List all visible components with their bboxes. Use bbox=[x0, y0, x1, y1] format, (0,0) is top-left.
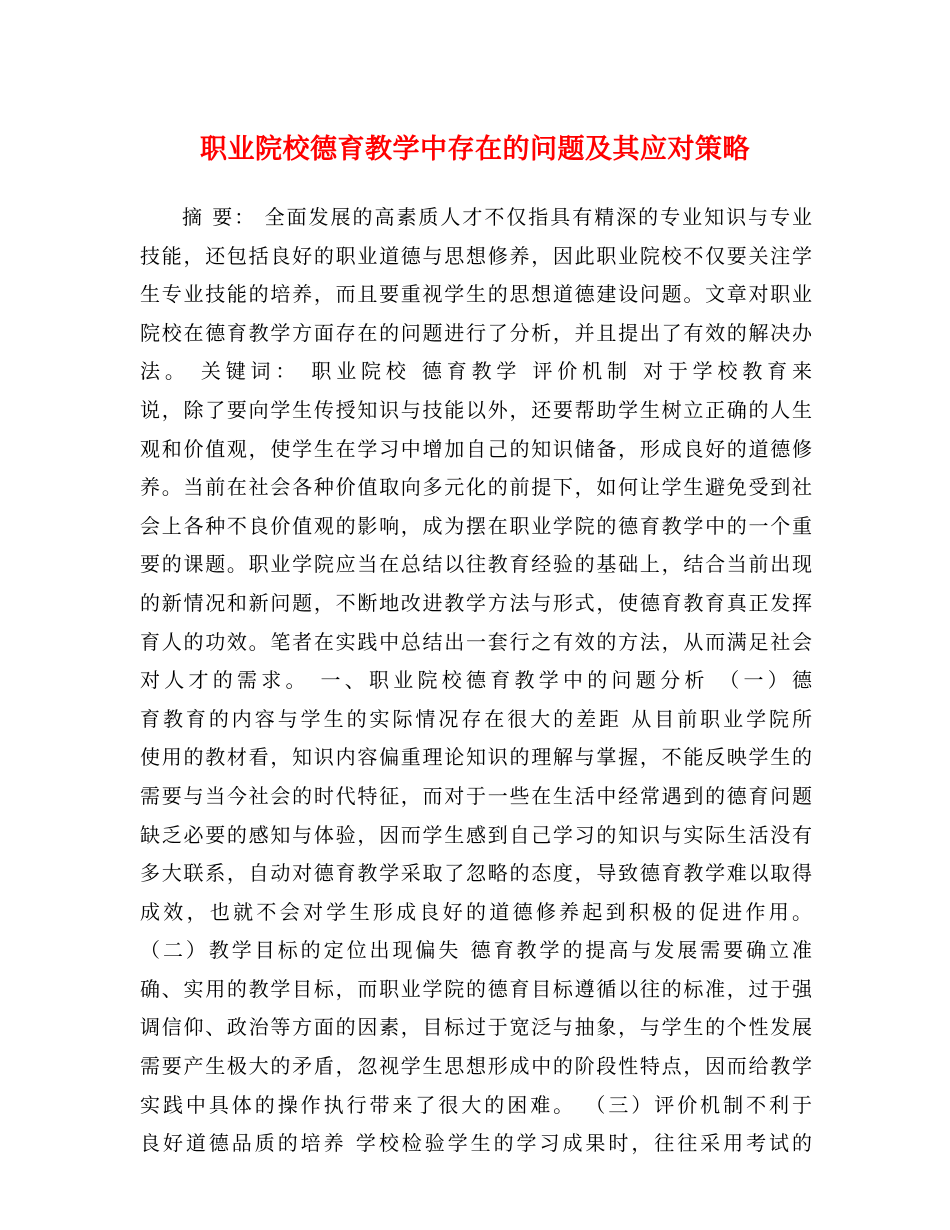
body-line: 多大联系，自动对德育教学采取了忽略的态度，导致德育教学难以取得 bbox=[140, 861, 812, 886]
body-line: 观和价值观，使学生在学习中增加自己的知识储备，形成良好的道德修 bbox=[140, 436, 812, 461]
body-line: 使用的教材看，知识内容偏重理论知识的理解与掌握，不能反映学生的 bbox=[140, 745, 812, 770]
body-line: 养。当前在社会各种价值取向多元化的前提下，如何让学生避免受到社 bbox=[140, 475, 812, 500]
body-line: 确、实用的教学目标，而职业学院的德育目标遵循以往的标准，过于强 bbox=[140, 976, 812, 1001]
body-line: 的新情况和新问题，不断地改进教学方法与形式，使德育教育真正发挥 bbox=[140, 590, 812, 615]
document-title: 职业院校德育教学中存在的问题及其应对策略 bbox=[200, 134, 750, 165]
body-line: 育人的功效。笔者在实践中总结出一套行之有效的方法，从而满足社会 bbox=[140, 629, 812, 654]
body-line: 生专业技能的培养，而且要重视学生的思想道德建设问题。文章对职业 bbox=[140, 282, 812, 307]
body-line: 要的课题。职业学院应当在总结以往教育经验的基础上，结合当前出现 bbox=[140, 552, 812, 577]
body-line: 摘 要： 全面发展的高素质人才不仅指具有精深的专业知识与专业 bbox=[182, 205, 812, 229]
body-line: 会上各种不良价值观的影响，成为摆在职业学院的德育教学中的一个重 bbox=[140, 513, 812, 538]
body-line: 缺乏必要的感知与体验，因而学生感到自己学习的知识与实际生活没有 bbox=[140, 822, 812, 847]
body-line: 说，除了要向学生传授知识与技能以外，还要帮助学生树立正确的人生 bbox=[140, 397, 812, 422]
body-line: （二）教学目标的定位出现偏失 德育教学的提高与发展需要确立准 bbox=[140, 938, 812, 963]
body-line: 实践中具体的操作执行带来了很大的困难。 （三）评价机制不利于 bbox=[140, 1092, 812, 1117]
body-line: 育教育的内容与学生的实际情况存在很大的差距 从目前职业学院所 bbox=[140, 706, 812, 731]
document-body bbox=[140, 198, 812, 1163]
body-line: 需要与当今社会的时代特征，而对于一些在生活中经常遇到的德育问题 bbox=[140, 783, 812, 808]
body-line: 院校在德育教学方面存在的问题进行了分析，并且提出了有效的解决办 bbox=[140, 320, 812, 345]
body-line: 成效，也就不会对学生形成良好的道德修养起到积极的促进作用。 bbox=[140, 899, 812, 924]
body-line: 良好道德品质的培养 学校检验学生的学习成果时，往往采用考试的 bbox=[140, 1131, 812, 1156]
body-line: 调信仰、政治等方面的因素，目标过于宽泛与抽象，与学生的个性发展 bbox=[140, 1015, 812, 1040]
body-line: 对人才的需求。 一、职业院校德育教学中的问题分析 （一）德 bbox=[140, 668, 812, 693]
body-line: 需要产生极大的矛盾，忽视学生思想形成中的阶段性特点，因而给教学 bbox=[140, 1054, 812, 1079]
body-line: 技能，还包括良好的职业道德与思想修养，因此职业院校不仅要关注学 bbox=[140, 243, 812, 268]
body-line: 法。 关键词： 职业院校 德育教学 评价机制 对于学校教育来 bbox=[140, 359, 812, 384]
